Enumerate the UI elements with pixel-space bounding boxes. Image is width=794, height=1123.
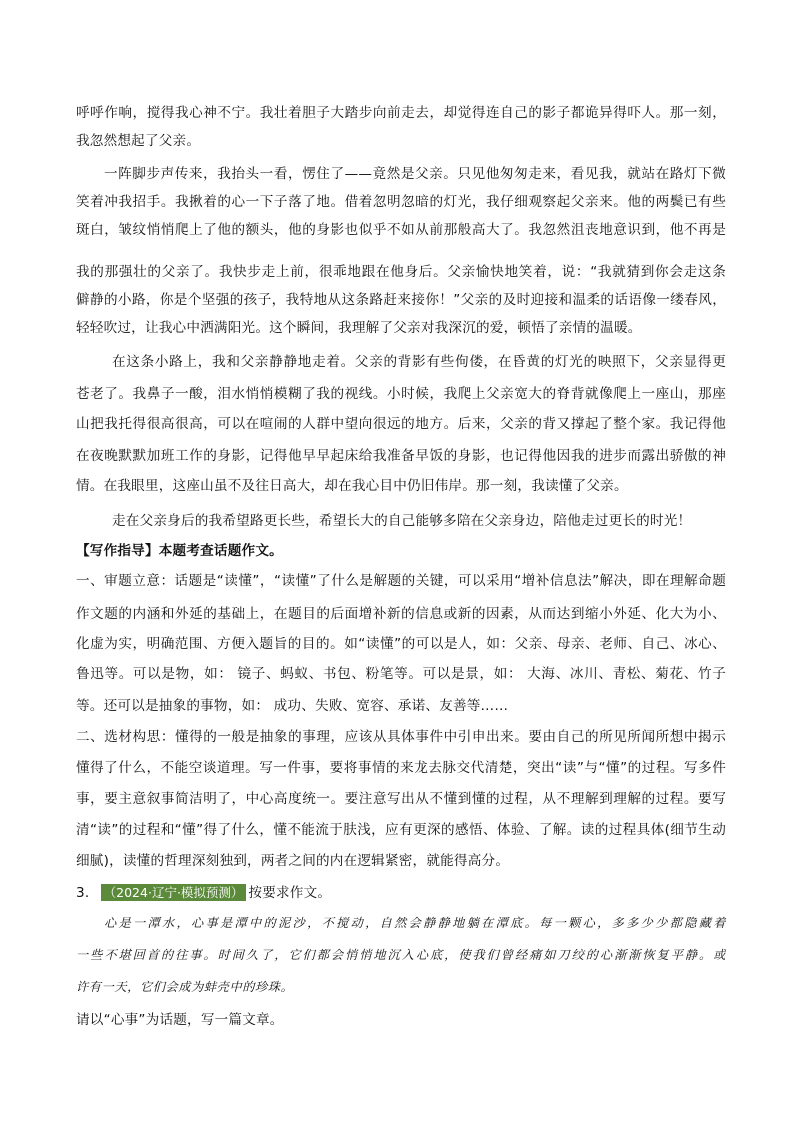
guide-title-text: 【写作指导】本题考查话题作文。: [76, 543, 283, 559]
essay-p2-line-6: 轻轻吹过，让我心中洒满阳光。这个瞬间，我理解了父亲对我深沉的爱，顿悟了亲情的温暖。: [76, 320, 642, 336]
guide-s1-line-5: 等。还可以是抽象的事物，如： 成功、失败、宽容、承诺、友善等……: [76, 698, 509, 714]
essay-p2-line-1: 一阵脚步声传来，我抬头一看，愣住了——竟然是父亲。只见他匆匆走来，看见我，就站在路灯下微: [104, 166, 726, 182]
guide-s2-line-1: 二、选材构思：懂得的一般是抽象的事理，应该从具体事件中引申出来。要由自己的所见所闻所想中揭示: [76, 729, 726, 745]
essay-p3-line-1: 在这条小路上，我和父亲静静地走着。父亲的背影有些佝偻，在昏黄的灯光的映照下，父亲显得更: [112, 354, 726, 370]
question-instruction: 按要求作文。: [248, 885, 332, 901]
prompt-line-3: 许有一天，它们会成为蚌壳中的珍珠。: [76, 980, 294, 994]
prompt-line-1: 心是一潭水，心事是潭中的泥沙，不搅动，自然会静静地躺在潭底。每一颗心，多多少少都隐藏着: [104, 916, 726, 930]
essay-p3-line-5: 情。在我眼里，这座山虽不及往日高大，却在我心目中仍旧伟岸。那一刻，我读懂了父亲。: [76, 478, 628, 494]
essay-p3-line-3: 山把我托得很高很高，可以在喧闹的人群中望向很远的地方。后来，父亲的背又撑起了整个家。我记得他: [76, 416, 726, 432]
guide-s1-line-4: 鲁迅等。可以是物，如： 镜子、蚂蚁、书包、粉笔等。可以是景，如： 大海、冰川、青松、菊花、竹子: [76, 666, 726, 682]
essay-p2-line-3: 斑白，皱纹悄悄爬上了他的额头，他的身影也似乎不如从前那般高大了。我忽然沮丧地意识到，他不再是: [76, 222, 726, 238]
guide-s2-line-3: 事，要主意叙事简洁明了，中心高度统一。要注意写出从不懂到懂的过程，从不理解到理解的过程。要写: [76, 791, 726, 807]
essay-p1-line-2: 我忽然想起了父亲。: [76, 133, 201, 149]
guide-s2-line-5: 细腻)，读懂的哲理深刻独到，两者之间的内在逻辑紧密，就能得高分。: [76, 853, 510, 869]
guide-s1-line-2: 作文题的内涵和外延的基础上，在题目的后面增补新的信息或新的因素，从而达到缩小外延、化大为小、: [76, 606, 726, 622]
guide-s2-line-2: 懂得了什么，不能空谈道理。写一件事，要将事情的来龙去脉交代清楚，突出“读”与“懂”的过程。写多件: [76, 760, 726, 776]
essay-p1-line-1: 呼呼作响，搅得我心神不宁。我壮着胆子大踏步向前走去，却觉得连自己的影子都诡异得吓人。那一刻，: [76, 105, 726, 121]
question-number: 3．: [76, 885, 99, 901]
essay-p3-line-2: 苍老了。我鼻子一酸，泪水悄悄模糊了我的视线。小时候，我爬上父亲宽大的脊背就像爬上一座山，那座: [76, 386, 726, 402]
essay-p3-line-4: 在夜晚默默加班工作的身影，记得他早早起床给我准备早饭的身影，也记得他因我的进步而露出骄傲的神: [76, 448, 726, 464]
essay-p2-line-5: 僻静的小路，你是个坚强的孩子，我特地从这条路赶来接你！”父亲的及时迎接和温柔的话语像一缕春风，: [76, 292, 726, 308]
guide-s1-line-1: 一、审题立意：话题是“读懂”，“读懂”了什么是解题的关键，可以采用“增补信息法”解决，即在理解命题: [76, 573, 726, 589]
guide-s2-line-4: 清“读”的过程和“懂”得了什么，懂不能流于肤浅，应有更深的感悟、体验、了解。读的过程具体(细节生动: [76, 822, 726, 838]
question-3-header: [76, 883, 726, 903]
guide-title: [76, 541, 726, 561]
essay-p2-line-4: 我的那强壮的父亲了。我快步走上前，很乖地跟在他身后。父亲愉快地笑着，说：“我就猜到你会走这条: [76, 264, 726, 280]
guide-s1-line-3: 化虚为实，明确范围、方便入题旨的目的。如“读懂”的可以是人，如：父亲、母亲、老师、自己、冰心、: [76, 636, 726, 652]
essay-p2-line-2: 笑着冲我招手。我揪着的心一下子落了地。借着忽明忽暗的灯光，我仔细观察起父亲来。他的两鬓已有些: [76, 194, 726, 210]
source-tag-badge: （2024·辽宁·模拟预测）: [101, 884, 247, 901]
prompt-line-2: 一些不堪回首的往事。时间久了，它们都会悄悄地沉入心底，使我们曾经痛如刀绞的心渐渐恢复平静。或: [76, 948, 726, 962]
essay-p4-line-1: 走在父亲身后的我希望路更长些，希望长大的自己能够多陪在父亲身边，陪他走过更长的时光！: [112, 513, 692, 529]
question-3-task: 请以“心事”为话题，写一篇文章。: [76, 1012, 284, 1028]
